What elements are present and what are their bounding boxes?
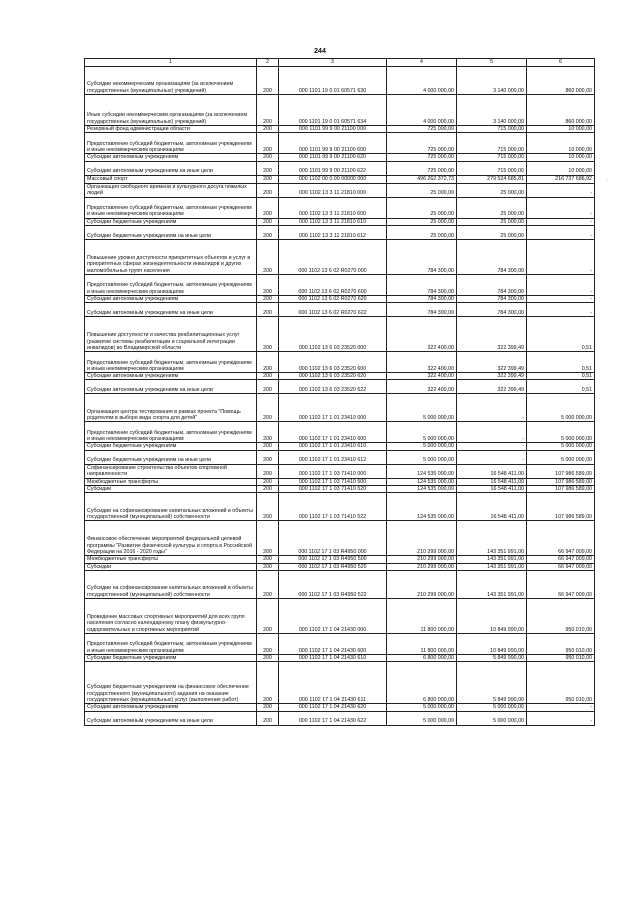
unexecuted-amount: - — [527, 295, 595, 302]
admin-code: 200 — [257, 486, 279, 493]
unexecuted-amount: - — [527, 218, 595, 225]
table-row — [85, 570, 595, 598]
budget-classification-code: 000 1102 13 3 11 21810 610 — [279, 218, 387, 225]
item-name: Резервный фонд администрации области — [85, 126, 257, 133]
executed-amount: 715 000,00 — [457, 133, 527, 154]
table-row — [85, 197, 595, 218]
admin-code: 200 — [257, 197, 279, 218]
admin-code: 200 — [257, 154, 279, 161]
item-name: Повышение уровня доступности приоритетных объектов и услуг в приоритетных сферах жизнедеятельности инвалидов и других маломобильных групп населения — [85, 239, 257, 274]
approved-amount: 322 400,00 — [387, 317, 457, 352]
admin-code: 200 — [257, 161, 279, 175]
item-name: Субсидии автономным учреждениям на иные цели — [85, 161, 257, 175]
executed-amount: 322 399,49 — [457, 373, 527, 380]
unexecuted-amount: 5 000 000,00 — [527, 450, 595, 464]
budget-classification-code: 000 1101 19 0 01 60571 630 — [279, 67, 387, 95]
budget-classification-code: 000 1102 13 3 11 21810 000 — [279, 183, 387, 197]
unexecuted-amount: 66 947 009,00 — [527, 556, 595, 563]
budget-classification-code: 000 1101 99 9 00 21100 622 — [279, 161, 387, 175]
approved-amount: 725 000,00 — [387, 133, 457, 154]
executed-amount: 784 300,00 — [457, 295, 527, 302]
budget-classification-code: 000 1102 13 6 02 R0270 620 — [279, 295, 387, 302]
unexecuted-amount: - — [527, 704, 595, 711]
column-number-header — [85, 59, 595, 67]
budget-table-body — [85, 59, 595, 726]
budget-classification-code: 000 1102 17 1 04 21430 622 — [279, 711, 387, 725]
unexecuted-amount: 860 000,00 — [527, 67, 595, 95]
item-name: Предоставление субсидий бюджетным, автономным учреждениям и иным некоммерческим организациям — [85, 633, 257, 654]
approved-amount: 6 800 000,00 — [387, 654, 457, 661]
item-name: Субсидии — [85, 486, 257, 493]
admin-code: 200 — [257, 478, 279, 485]
approved-amount: 11 800 000,00 — [387, 598, 457, 633]
budget-classification-code: 000 1102 17 1 03 R4950 500 — [279, 556, 387, 563]
scan-edge-mark: · — [606, 178, 608, 184]
item-name: Организация свободного времени и культурного досуга пожилых людей — [85, 183, 257, 197]
admin-code: 200 — [257, 493, 279, 521]
executed-amount: 16 548 411,00 — [457, 478, 527, 485]
page-number: 244 — [314, 48, 326, 55]
header-cell: 6 — [527, 59, 595, 67]
approved-amount: 5 000 000,00 — [387, 443, 457, 450]
budget-classification-code: 000 1102 17 1 04 21430 620 — [279, 704, 387, 711]
executed-amount: 25 000,00 — [457, 218, 527, 225]
table-row — [85, 464, 595, 478]
budget-classification-code: 000 1102 13 6 03 23520 000 — [279, 317, 387, 352]
table-row — [85, 175, 595, 183]
table-row — [85, 478, 595, 485]
item-name: Субсидии — [85, 563, 257, 570]
item-name: Субсидии автономным учреждениям — [85, 295, 257, 302]
item-name: Повышение доступности и качества реабилитационных услуг (развитие системы реабилитации и социальной интеграции инвалидов) во Владимирской области — [85, 317, 257, 352]
table-row — [85, 352, 595, 373]
admin-code: 200 — [257, 352, 279, 373]
item-name: Предоставление субсидий бюджетным, автономным учреждениям и иным некоммерческим организациям — [85, 197, 257, 218]
unexecuted-amount: 950 010,00 — [527, 633, 595, 654]
unexecuted-amount: 216 737 686,92 — [527, 175, 595, 183]
executed-amount: 784 300,00 — [457, 239, 527, 274]
budget-classification-code: 000 1102 17 1 04 21430 610 — [279, 654, 387, 661]
table-row — [85, 373, 595, 380]
budget-classification-code: 000 1102 17 1 03 71410 520 — [279, 486, 387, 493]
table-row — [85, 295, 595, 302]
table-row — [85, 422, 595, 443]
executed-amount: 10 849 990,00 — [457, 633, 527, 654]
item-name: Субсидии автономным учреждениям на иные цели — [85, 711, 257, 725]
approved-amount: 124 535 000,00 — [387, 464, 457, 478]
budget-classification-code: 000 1101 99 9 00 21100 600 — [279, 133, 387, 154]
table-row — [85, 654, 595, 661]
approved-amount: 5 000 000,00 — [387, 711, 457, 725]
item-name: Софинансирование строительства объектов спортивной направленности — [85, 464, 257, 478]
table-row — [85, 126, 595, 133]
approved-amount: 322 400,00 — [387, 352, 457, 373]
executed-amount: 3 140 000,00 — [457, 95, 527, 126]
approved-amount: 725 000,00 — [387, 161, 457, 175]
approved-amount: 25 000,00 — [387, 225, 457, 239]
table-row — [85, 317, 595, 352]
table-row — [85, 218, 595, 225]
unexecuted-amount: 10 000,00 — [527, 133, 595, 154]
executed-amount: - — [457, 450, 527, 464]
table-row — [85, 662, 595, 704]
table-row — [85, 183, 595, 197]
executed-amount: - — [457, 443, 527, 450]
table-row — [85, 161, 595, 175]
budget-classification-code: 000 1102 00 0 00 00000 000 — [279, 175, 387, 183]
admin-code: 200 — [257, 556, 279, 563]
admin-code: 200 — [257, 175, 279, 183]
item-name: Предоставление субсидий бюджетным, автономным учреждениям и иным некоммерческим организациям — [85, 352, 257, 373]
item-name: Субсидии автономным учреждениям — [85, 373, 257, 380]
item-name: Иные субсидии некоммерческим организациям (за исключением государственных (муниципальных) учреждений) — [85, 95, 257, 126]
admin-code: 200 — [257, 225, 279, 239]
approved-amount: 210 299 000,00 — [387, 563, 457, 570]
executed-amount: 16 548 411,00 — [457, 493, 527, 521]
executed-amount: 5 000 000,00 — [457, 711, 527, 725]
approved-amount: 25 000,00 — [387, 218, 457, 225]
admin-code: 200 — [257, 570, 279, 598]
table-row — [85, 633, 595, 654]
item-name: Финансовое обеспечение мероприятий федеральной целевой программы "Развитие физической культуры и спорта в Российской Федерации на 2016 - 2020 годы" — [85, 521, 257, 556]
executed-amount: 322 399,49 — [457, 317, 527, 352]
approved-amount: 4 000 000,00 — [387, 95, 457, 126]
admin-code: 200 — [257, 126, 279, 133]
item-name: Субсидии бюджетным учреждениям на иные цели — [85, 450, 257, 464]
budget-classification-code: 000 1102 17 1 03 71410 000 — [279, 464, 387, 478]
admin-code: 200 — [257, 239, 279, 274]
table-row — [85, 704, 595, 711]
budget-classification-code: 000 1102 17 1 03 R4950 522 — [279, 570, 387, 598]
approved-amount: 5 000 000,00 — [387, 422, 457, 443]
executed-amount: 16 548 411,00 — [457, 464, 527, 478]
budget-classification-code: 000 1102 17 1 01 23410 000 — [279, 394, 387, 422]
admin-code: 200 — [257, 317, 279, 352]
item-name: Субсидии автономным учреждениям на иные цели — [85, 380, 257, 394]
executed-amount: 25 000,00 — [457, 197, 527, 218]
budget-classification-code: 000 1102 17 1 03 R4950 000 — [279, 521, 387, 556]
approved-amount: 322 400,00 — [387, 373, 457, 380]
unexecuted-amount: 10 000,00 — [527, 161, 595, 175]
budget-classification-code: 000 1102 17 1 01 23410 600 — [279, 422, 387, 443]
item-name: Субсидии бюджетным учреждениям — [85, 443, 257, 450]
executed-amount: 279 524 685,81 — [457, 175, 527, 183]
executed-amount: 784 300,00 — [457, 303, 527, 317]
item-name: Субсидии бюджетным учреждениям — [85, 218, 257, 225]
unexecuted-amount: 10 000,00 — [527, 126, 595, 133]
unexecuted-amount: - — [527, 274, 595, 295]
admin-code: 200 — [257, 598, 279, 633]
approved-amount: 11 800 000,00 — [387, 633, 457, 654]
admin-code: 200 — [257, 521, 279, 556]
approved-amount: 210 299 000,00 — [387, 556, 457, 563]
header-cell: 2 — [257, 59, 279, 67]
item-name: Субсидии на софинансирование капитальных вложений в объекты государственной (муниципальной) собственности — [85, 493, 257, 521]
executed-amount: 5 849 990,00 — [457, 662, 527, 704]
admin-code: 200 — [257, 394, 279, 422]
executed-amount: 25 000,00 — [457, 225, 527, 239]
table-row — [85, 225, 595, 239]
header-cell: 3 — [279, 59, 387, 67]
item-name: Субсидии автономным учреждениям на иные цели — [85, 303, 257, 317]
item-name: Предоставление субсидий бюджетным, автономным учреждениям и иным некоммерческим организациям — [85, 422, 257, 443]
table-row — [85, 274, 595, 295]
admin-code: 200 — [257, 422, 279, 443]
unexecuted-amount: 950 010,00 — [527, 598, 595, 633]
table-row — [85, 493, 595, 521]
header-cell: 1 — [85, 59, 257, 67]
executed-amount: 10 849 990,00 — [457, 598, 527, 633]
admin-code: 200 — [257, 443, 279, 450]
unexecuted-amount: 107 986 589,00 — [527, 478, 595, 485]
item-name: Массовый спорт — [85, 175, 257, 183]
item-name: Межбюджетные трансферты — [85, 556, 257, 563]
admin-code: 200 — [257, 218, 279, 225]
executed-amount: 143 351 991,00 — [457, 563, 527, 570]
admin-code: 200 — [257, 662, 279, 704]
admin-code: 200 — [257, 711, 279, 725]
table-row — [85, 239, 595, 274]
budget-classification-code: 000 1102 13 6 02 R0270 000 — [279, 239, 387, 274]
table-row — [85, 450, 595, 464]
budget-classification-code: 000 1102 17 1 04 21430 600 — [279, 633, 387, 654]
table-row — [85, 133, 595, 154]
approved-amount: 124 535 000,00 — [387, 486, 457, 493]
approved-amount: 496 262 372,73 — [387, 175, 457, 183]
unexecuted-amount: - — [527, 711, 595, 725]
header-cell: 5 — [457, 59, 527, 67]
item-name: Субсидии автономным учреждениям — [85, 154, 257, 161]
unexecuted-amount: 5 000 000,00 — [527, 422, 595, 443]
budget-classification-code: 000 1102 13 6 02 R0270 622 — [279, 303, 387, 317]
unexecuted-amount: 0,51 — [527, 373, 595, 380]
executed-amount: 5 849 990,00 — [457, 654, 527, 661]
budget-table — [84, 58, 595, 726]
admin-code: 200 — [257, 67, 279, 95]
item-name: Субсидии автономным учреждениям — [85, 704, 257, 711]
table-row — [85, 521, 595, 556]
item-name: Субсидии бюджетным учреждениям на иные цели — [85, 225, 257, 239]
executed-amount: - — [457, 394, 527, 422]
admin-code: 200 — [257, 95, 279, 126]
table-row — [85, 486, 595, 493]
approved-amount: 124 535 000,00 — [387, 493, 457, 521]
budget-classification-code: 000 1102 17 1 01 23410 610 — [279, 443, 387, 450]
unexecuted-amount: 10 000,00 — [527, 154, 595, 161]
unexecuted-amount: 5 000 000,00 — [527, 394, 595, 422]
table-row — [85, 303, 595, 317]
table-row — [85, 563, 595, 570]
budget-classification-code: 000 1102 13 3 11 21810 600 — [279, 197, 387, 218]
approved-amount: 784 300,00 — [387, 274, 457, 295]
unexecuted-amount: - — [527, 197, 595, 218]
approved-amount: 25 000,00 — [387, 197, 457, 218]
admin-code: 200 — [257, 303, 279, 317]
budget-classification-code: 000 1101 99 9 00 21100 620 — [279, 154, 387, 161]
approved-amount: 210 299 000,00 — [387, 521, 457, 556]
budget-classification-code: 000 1102 17 1 04 21430 000 — [279, 598, 387, 633]
unexecuted-amount: - — [527, 183, 595, 197]
approved-amount: 5 000 000,00 — [387, 450, 457, 464]
budget-classification-code: 000 1102 13 6 03 23520 620 — [279, 373, 387, 380]
executed-amount: 715 000,00 — [457, 161, 527, 175]
unexecuted-amount: 950 010,00 — [527, 654, 595, 661]
item-name: Проведение массовых спортивных мероприятий для всех групп населения согласно календарному плану физкультурно-оздоровительных и спортивных мероприятий — [85, 598, 257, 633]
item-name: Организация центра тестирования в рамках проекта "Помощь родителям в выборе вида спорта для детей" — [85, 394, 257, 422]
admin-code: 200 — [257, 450, 279, 464]
budget-classification-code: 000 1102 13 6 03 23520 622 — [279, 380, 387, 394]
admin-code: 200 — [257, 654, 279, 661]
executed-amount: 143 351 991,00 — [457, 556, 527, 563]
unexecuted-amount: 107 986 589,00 — [527, 464, 595, 478]
unexecuted-amount: 107 986 589,00 — [527, 493, 595, 521]
executed-amount: 322 399,49 — [457, 380, 527, 394]
table-row — [85, 95, 595, 126]
approved-amount: 784 300,00 — [387, 239, 457, 274]
executed-amount: 784 300,00 — [457, 274, 527, 295]
budget-classification-code: 000 1102 17 1 03 R4950 520 — [279, 563, 387, 570]
unexecuted-amount: 66 947 009,00 — [527, 563, 595, 570]
admin-code: 200 — [257, 183, 279, 197]
unexecuted-amount: 66 947 009,00 — [527, 521, 595, 556]
approved-amount: 322 400,00 — [387, 380, 457, 394]
table-row — [85, 154, 595, 161]
item-name: Субсидии бюджетным учреждениям на финансовое обеспечение государственного (муниципального) задания на оказание государственных (муниципальных) услуг (выполнение работ) — [85, 662, 257, 704]
approved-amount: 5 000 000,00 — [387, 704, 457, 711]
executed-amount: 143 351 991,00 — [457, 570, 527, 598]
budget-classification-code: 000 1102 17 1 04 21430 611 — [279, 662, 387, 704]
table-row — [85, 380, 595, 394]
executed-amount: 143 351 991,00 — [457, 521, 527, 556]
executed-amount: 3 140 000,00 — [457, 67, 527, 95]
unexecuted-amount: 5 000 000,00 — [527, 443, 595, 450]
executed-amount: 16 548 411,00 — [457, 486, 527, 493]
approved-amount: 725 000,00 — [387, 126, 457, 133]
unexecuted-amount: 0,51 — [527, 380, 595, 394]
table-row — [85, 67, 595, 95]
unexecuted-amount: 66 947 009,00 — [527, 570, 595, 598]
executed-amount: 715 000,00 — [457, 126, 527, 133]
table-row — [85, 556, 595, 563]
item-name: Межбюджетные трансферты — [85, 478, 257, 485]
budget-classification-code: 000 1101 19 0 01 60571 634 — [279, 95, 387, 126]
approved-amount: 210 299 000,00 — [387, 570, 457, 598]
admin-code: 200 — [257, 563, 279, 570]
budget-classification-code: 000 1102 13 6 03 23520 600 — [279, 352, 387, 373]
approved-amount: 4 000 000,00 — [387, 67, 457, 95]
admin-code: 200 — [257, 373, 279, 380]
approved-amount: 124 535 000,00 — [387, 478, 457, 485]
executed-amount: 322 399,49 — [457, 352, 527, 373]
unexecuted-amount: - — [527, 225, 595, 239]
unexecuted-amount: - — [527, 239, 595, 274]
unexecuted-amount: 107 986 589,00 — [527, 486, 595, 493]
item-name: Субсидии бюджетным учреждениям — [85, 654, 257, 661]
approved-amount: 5 000 000,00 — [387, 394, 457, 422]
budget-classification-code: 000 1102 17 1 03 71410 522 — [279, 493, 387, 521]
budget-classification-code: 000 1102 17 1 01 23410 612 — [279, 450, 387, 464]
table-row — [85, 394, 595, 422]
executed-amount: 715 000,00 — [457, 154, 527, 161]
unexecuted-amount: 0,51 — [527, 352, 595, 373]
executed-amount: 5 000 000,00 — [457, 704, 527, 711]
table-row — [85, 711, 595, 725]
table-row — [85, 598, 595, 633]
table-row — [85, 443, 595, 450]
executed-amount: - — [457, 422, 527, 443]
unexecuted-amount: 0,51 — [527, 317, 595, 352]
admin-code: 200 — [257, 295, 279, 302]
item-name: Субсидии на софинансирование капитальных вложений в объекты государственной (муниципальной) собственности — [85, 570, 257, 598]
admin-code: 200 — [257, 133, 279, 154]
approved-amount: 25 000,00 — [387, 183, 457, 197]
approved-amount: 6 800 000,00 — [387, 662, 457, 704]
budget-classification-code: 000 1102 17 1 03 71410 500 — [279, 478, 387, 485]
admin-code: 200 — [257, 464, 279, 478]
unexecuted-amount: - — [527, 303, 595, 317]
header-cell: 4 — [387, 59, 457, 67]
item-name: Предоставление субсидий бюджетным, автономным учреждениям и иным некоммерческим организациям — [85, 274, 257, 295]
budget-classification-code: 000 1102 13 3 11 21810 612 — [279, 225, 387, 239]
admin-code: 200 — [257, 274, 279, 295]
admin-code: 200 — [257, 380, 279, 394]
budget-classification-code: 000 1101 99 9 00 21100 000 — [279, 126, 387, 133]
executed-amount: 25 000,00 — [457, 183, 527, 197]
approved-amount: 784 300,00 — [387, 295, 457, 302]
admin-code: 200 — [257, 704, 279, 711]
item-name: Предоставление субсидий бюджетным, автономным учреждениям и иным некоммерческим организациям — [85, 133, 257, 154]
unexecuted-amount: 860 000,00 — [527, 95, 595, 126]
budget-classification-code: 000 1102 13 6 02 R0270 600 — [279, 274, 387, 295]
approved-amount: 725 000,00 — [387, 154, 457, 161]
unexecuted-amount: 950 010,00 — [527, 662, 595, 704]
item-name: Субсидии некоммерческим организациям (за исключением государственных (муниципальных) учреждений) — [85, 67, 257, 95]
approved-amount: 784 300,00 — [387, 303, 457, 317]
admin-code: 200 — [257, 633, 279, 654]
